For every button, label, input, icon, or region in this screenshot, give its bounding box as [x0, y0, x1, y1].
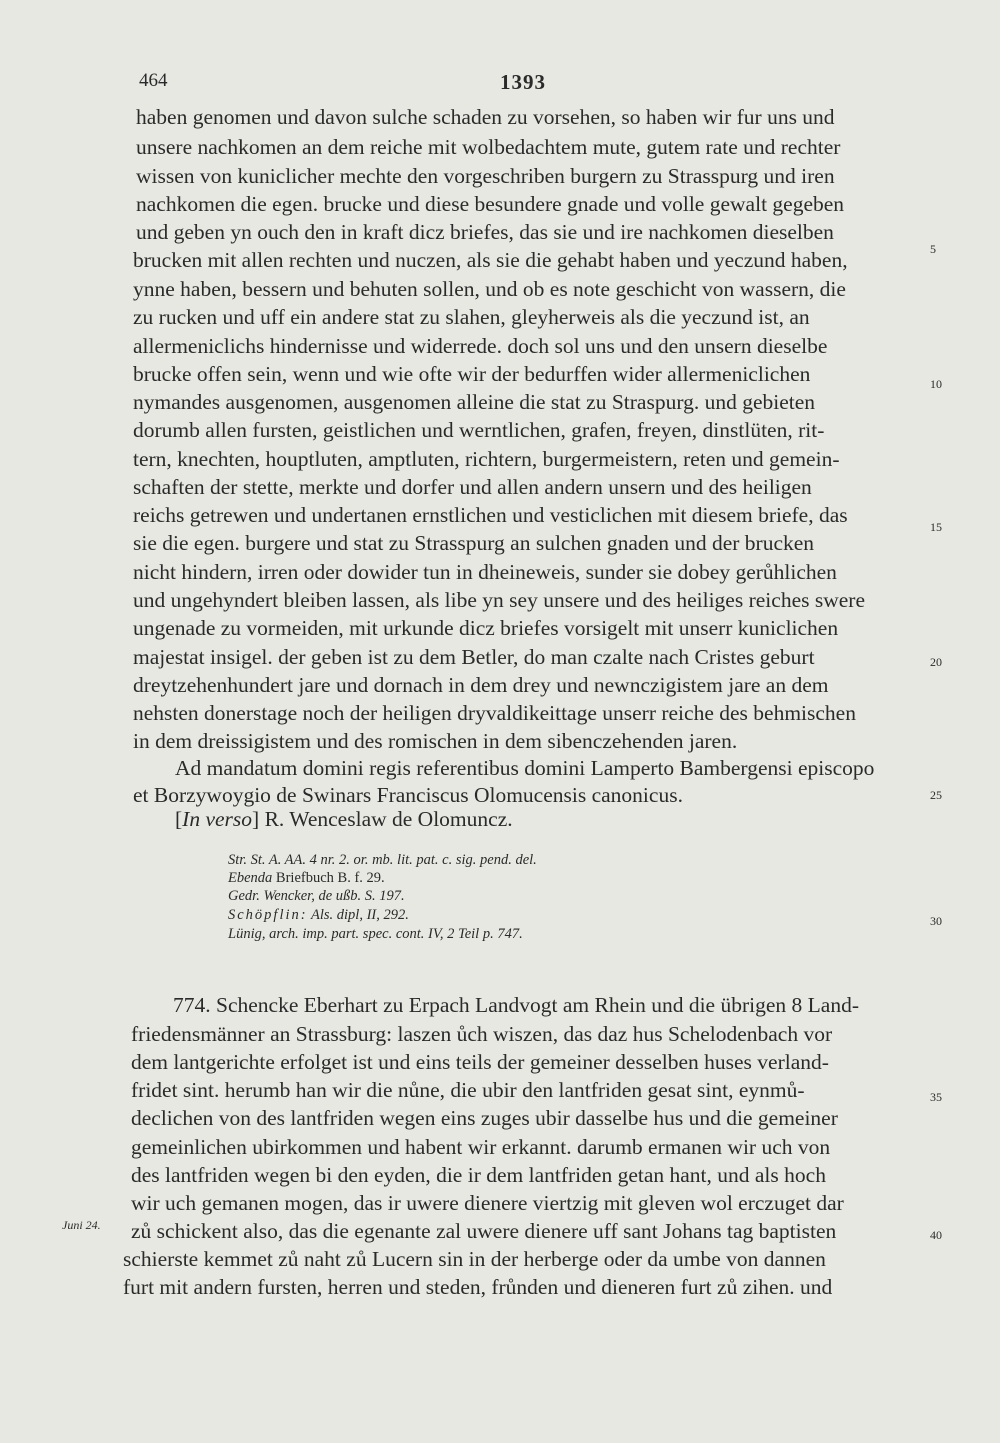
text-line: furt mit andern fursten, herren und steden, frůnden und dieneren furt zů zihen. und: [123, 1275, 833, 1299]
text-line: und ungehyndert bleiben lassen, als libe yn sey unsere und des heiliges reiches swere: [133, 588, 865, 612]
line-number: 10: [930, 377, 942, 391]
text-line: dreytzehenhundert jare und dornach in dem drey und newnczigistem jare an dem: [133, 673, 829, 697]
schoepflin-ref: Als. dipl, II, 292.: [310, 907, 409, 923]
text-line: allermeniclichs hindernisse und widerrede. doch sol uns und den unsern dieselbe: [133, 334, 828, 358]
text-line: dem lantgerichte erfolget ist und eins teils der gemeiner desselben huses verland-: [131, 1050, 829, 1074]
line-number: 15: [930, 520, 942, 534]
text-line: et Borzywoygio de Swinars Franciscus Olomucensis canonicus.: [133, 783, 683, 807]
source-line-schoepflin: [228, 907, 409, 924]
text-line: nehsten donerstage noch der heiligen dryvaldikeittage unserr reiche des behmischen: [133, 701, 856, 725]
margin-date-note: Juni 24.: [62, 1218, 101, 1232]
signature-text: R. Wenceslaw de Olomuncz.: [264, 807, 513, 831]
text-line: friedensmänner an Strassburg: laszen ůch wiszen, das daz hus Schelodenbach vor: [131, 1022, 833, 1046]
text-line: in dem dreissigistem und des romischen in dem sibenczehenden jaren.: [133, 729, 738, 753]
text-line: fridet sint. herumb han wir die nůne, die ubir den lantfriden gesat sint, eynmů-: [131, 1078, 805, 1102]
text-line: wissen von kuniclicher mechte den vorgeschriben burgern zu Strasspurg und iren: [136, 164, 835, 188]
text-line: nicht hindern, irren oder dowider tun in dheineweis, sunder sie dobey gerůhlichen: [133, 560, 837, 584]
text-line: sie die egen. burgere und stat zu Strasspurg an sulchen gnaden und der brucken: [133, 531, 815, 555]
text-line: dorumb allen fursten, geistlichen und werntlichen, grafen, freyen, dinstlüten, rit-: [133, 418, 825, 442]
line-number: 30: [930, 914, 942, 928]
source-line: Gedr. Wencker, de ußb. S. 197.: [228, 888, 405, 904]
text-line: gemeinlichen ubirkommen und habent wir erkannt. darumb ermanen wir uch von: [131, 1135, 831, 1159]
text-line: nymandes ausgenomen, ausgenomen alleine die stat zu Straspurg. und gebieten: [133, 390, 816, 414]
line-number: 25: [930, 788, 942, 802]
text-line: und geben yn ouch den in kraft dicz briefes, das sie und ire nachkomen dieselben: [136, 220, 834, 244]
line-number: 20: [930, 655, 942, 669]
text-line: ungenade zu vormeiden, mit urkunde dicz briefes vorsigelt mit unserr kuniclichen: [133, 616, 839, 640]
text-line: 774. Schencke Eberhart zu Erpach Landvogt am Rhein und die übrigen 8 Land-: [173, 993, 859, 1017]
in-verso-label: In verso: [182, 807, 253, 831]
text-line: brucke offen sein, wenn und wie ofte wir der bedurffen wider allermeniclichen: [133, 362, 811, 386]
text-line: schierste kemmet zů naht zů Lucern sin in der herberge oder da umbe von dannen: [123, 1247, 826, 1271]
text-line: brucken mit allen rechten und nuczen, als sie die gehabt haben und yeczund haben,: [133, 248, 848, 272]
text-line: haben genomen und davon sulche schaden zu vorsehen, so haben wir fur uns und: [136, 105, 835, 129]
line-number: 35: [930, 1090, 942, 1104]
text-line: des lantfriden wegen bi den eyden, die ir dem lantfriden getan hant, und als hoch: [131, 1163, 826, 1187]
text-line: majestat insigel. der geben ist zu dem Betler, do man czalte nach Cristes geburt: [133, 645, 815, 669]
schoepflin-label: Schöpflin:: [228, 907, 308, 923]
text-line: wir uch gemanen mogen, das ir uwere dienere viertzig mit gleven wol erczuget dar: [131, 1191, 844, 1215]
page-number: 464: [139, 70, 168, 91]
ebenda-label: Ebenda: [228, 870, 273, 886]
line-number: 5: [930, 242, 936, 256]
source-line-ebenda: [228, 870, 385, 887]
text-line: tern, knechten, houptluten, amptluten, richtern, burgermeistern, reten und gemein-: [133, 447, 840, 471]
text-line: unsere nachkomen an dem reiche mit wolbedachtem mute, gutem rate und rechter: [136, 135, 841, 159]
text-line: reichs getrewen und undertanen ernstlichen und vesticlichen mit diesem briefe, das: [133, 503, 848, 527]
text-line-in-verso: [In verso] R. Wenceslaw de Olomuncz.: [175, 807, 513, 831]
text-line: ynne haben, bessern und behuten sollen, und ob es note geschicht von wassern, die: [133, 277, 846, 301]
source-line: Lünig, arch. imp. part. spec. cont. IV, 2 Teil p. 747.: [228, 926, 523, 942]
ebenda-ref: Briefbuch B. f. 29.: [275, 870, 385, 886]
source-line: Str. St. A. AA. 4 nr. 2. or. mb. lit. pat. c. sig. pend. del.: [228, 852, 537, 868]
text-line: nachkomen die egen. brucke und diese besundere gnade und volle gewalt gegeben: [136, 192, 845, 216]
text-line: zu rucken und uff ein andere stat zu slahen, gleyherweis als die yeczund ist, an: [133, 305, 810, 329]
text-line: Ad mandatum domini regis referentibus domini Lamperto Bambergensi episcopo: [175, 756, 875, 780]
text-line: zů schickent also, das die egenante zal uwere dienere uff sant Johans tag baptisten: [131, 1219, 837, 1243]
text-line: schaften der stette, merkte und dorfer und allen andern unsern und des heiligen: [133, 475, 812, 499]
text-line: declichen von des lantfriden wegen eins zuges ubir dasselbe hus und die gemeiner: [131, 1106, 838, 1130]
page-year-heading: 1393: [500, 70, 546, 94]
line-number: 40: [930, 1228, 942, 1242]
